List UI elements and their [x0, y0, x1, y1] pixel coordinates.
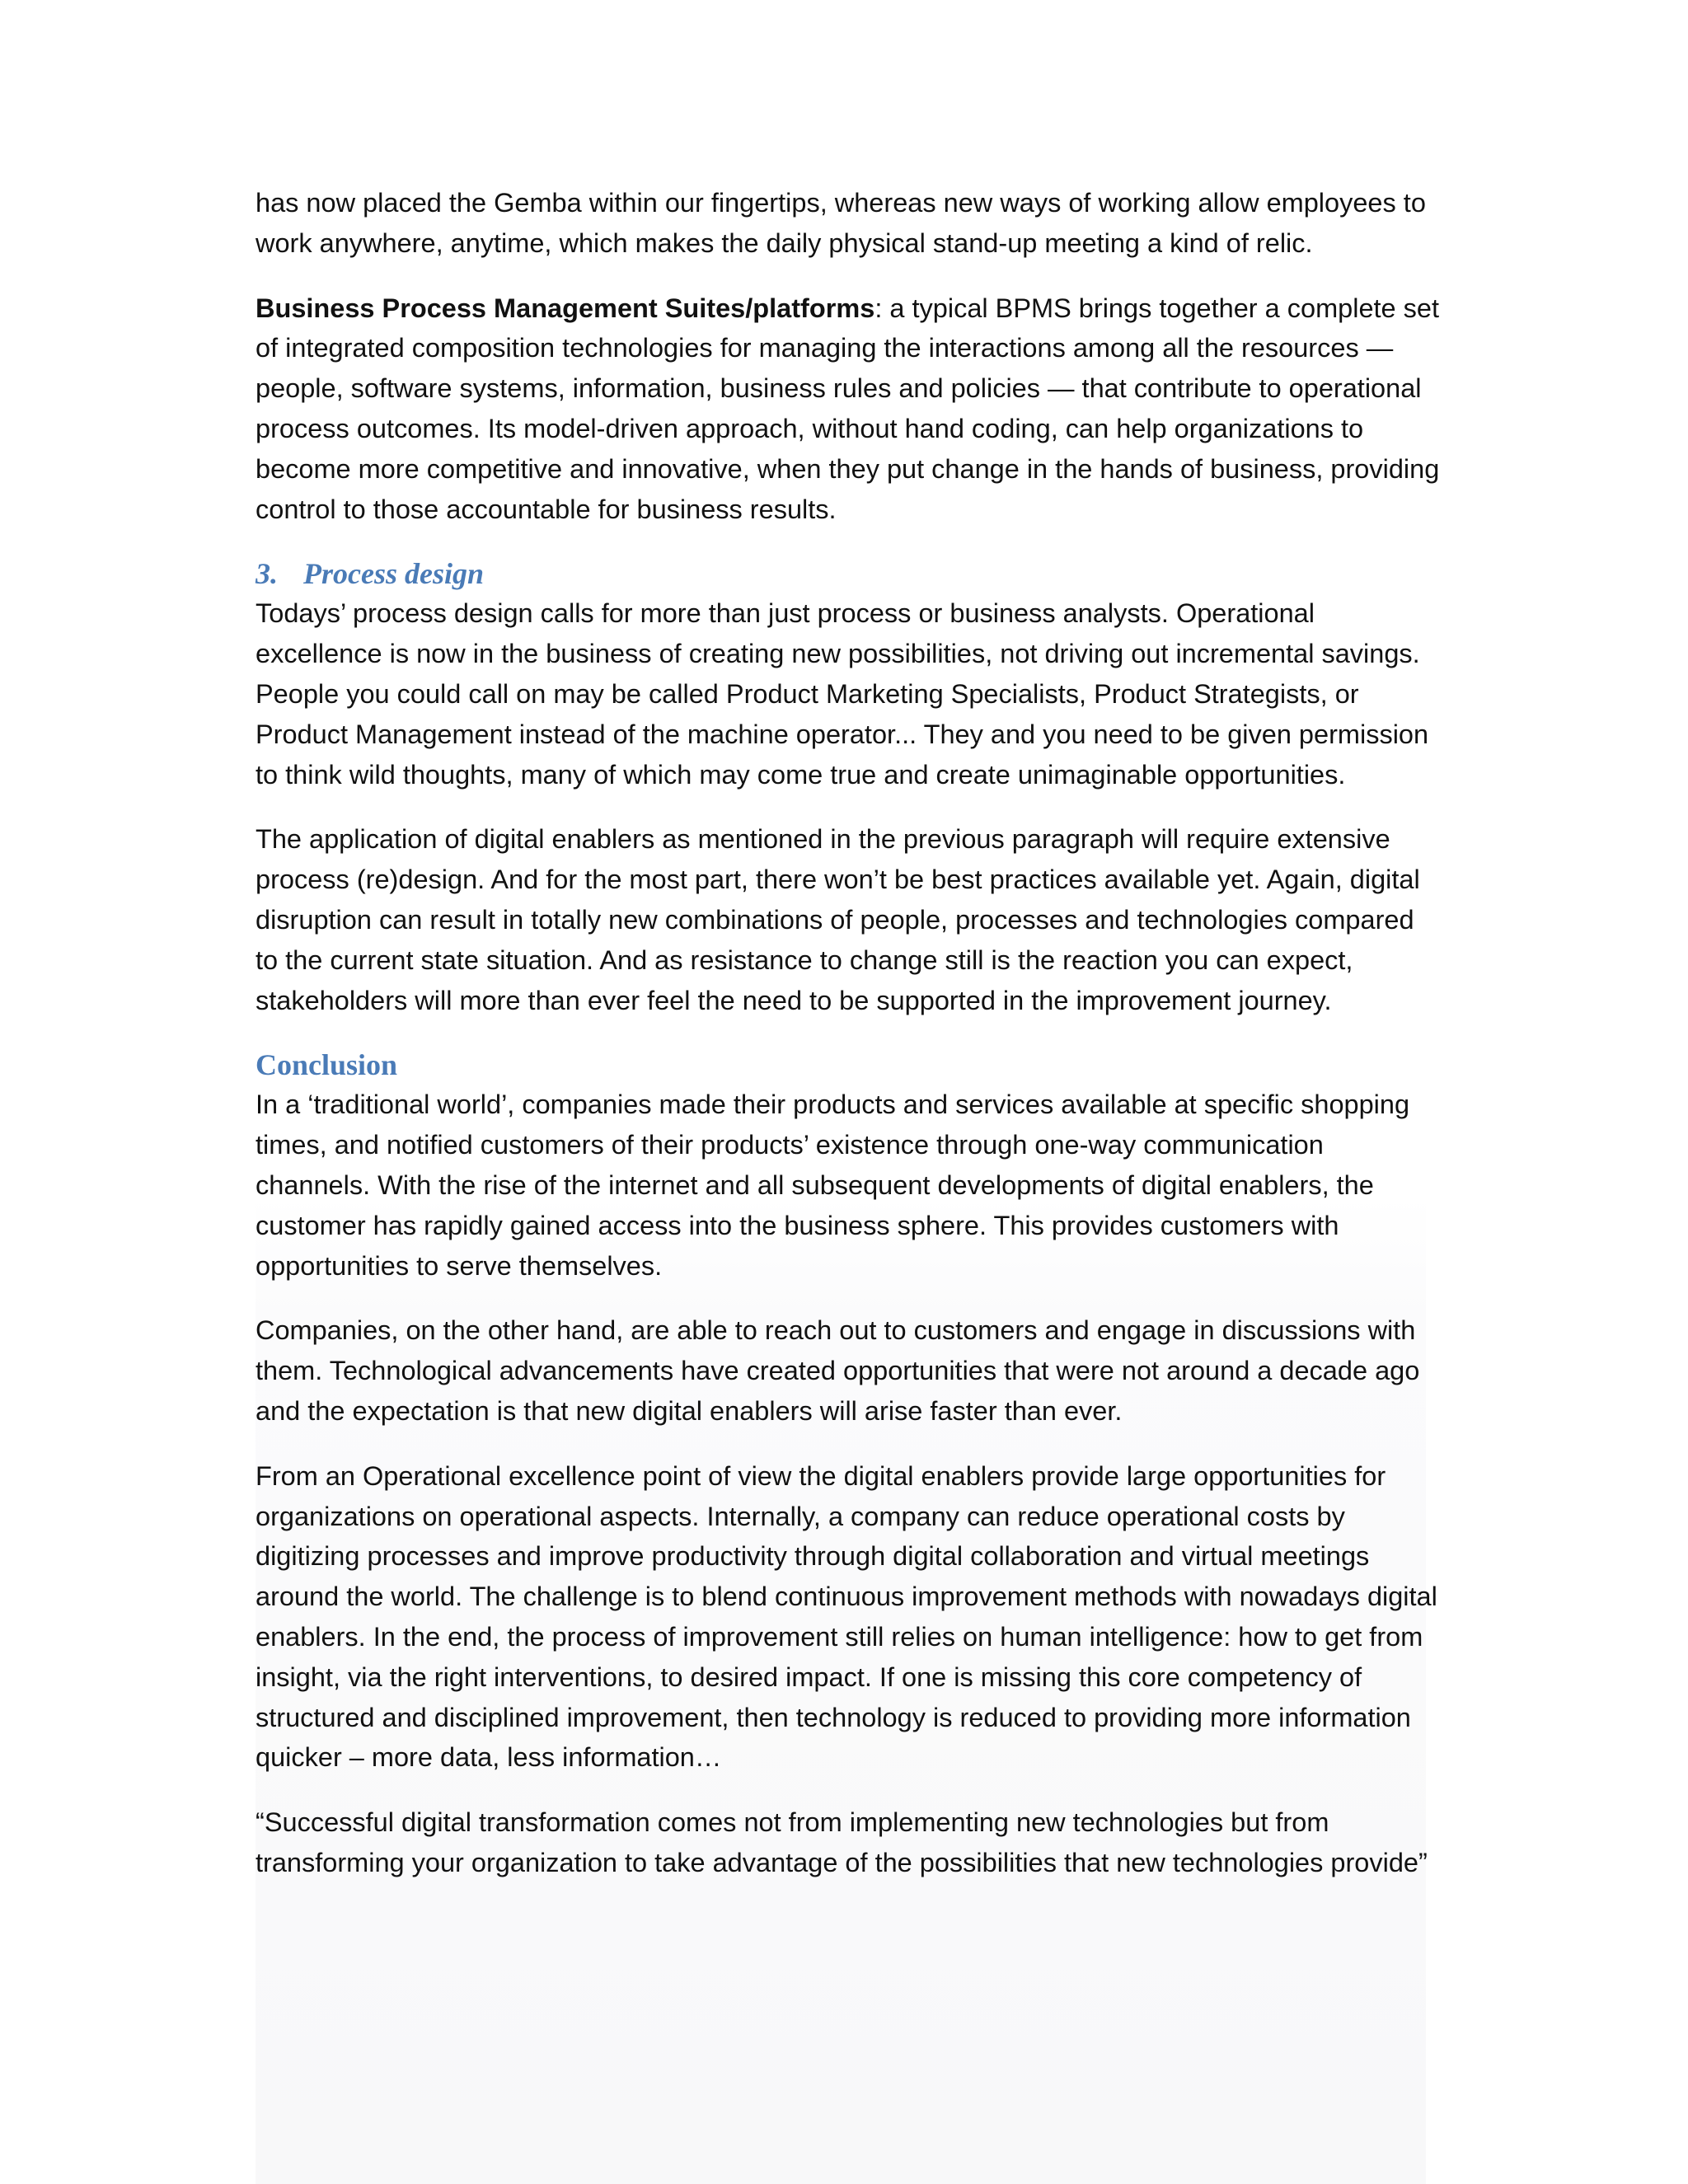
paragraph-quote: “Successful digital transformation comes not from implementing new technologies but from transforming your organization to take advantage of the possibilities that new technologies provide”	[256, 1807, 1428, 1877]
paragraph-process-design-2: The application of digital enablers as mentioned in the previous paragraph will require extensive process (re)design. And for the most part, there won’t be best practices available yet. Again, digital disruption can result in totally new combinations of people, processes and technologies compared to the current state situation. And as resistance to change still is the reaction you can expect, stakeholders will more than ever feel the need to be supported in the improvement journey.	[256, 824, 1420, 1015]
paragraph-conclusion-3: From an Operational excellence point of view the digital enablers provide large opportunities for organizations on operational aspects. Internally, a company can reduce operational costs by digitizing processes and improve productivity through digital collaboration and virtual meetings around the world. The challenge is to blend continuous improvement methods with nowadays digital enablers. In the end, the process of improvement still relies on human intelligence: how to get from insight, via the right interventions, to desired impact. If one is missing this core competency of structured and disciplined improvement, then technology is reduced to providing more information quicker – more data, less information…	[256, 1460, 1437, 1773]
section-heading-conclusion: Conclusion	[256, 1048, 398, 1082]
section-number: 3.	[256, 557, 278, 591]
paragraph-conclusion-2: Companies, on the other hand, are able to reach out to customers and engage in discussions with them. Technological advancements have created opportunities that were not around a decade ago and the expectation is that new digital enablers will arise faster than ever.	[256, 1315, 1420, 1426]
paragraph-intro-continued: has now placed the Gemba within our fingertips, whereas new ways of working allow employees to work anywhere, anytime, which makes the daily physical stand-up meeting a kind of relic.	[256, 188, 1426, 258]
paragraph-process-design-1: Todays’ process design calls for more than just process or business analysts. Operational excellence is now in the business of creating new possibilities, not driving out incremental savings. People you could call on may be called Product Marketing Specialists, Product Strategists, or Product Management instead of the machine operator... They and you need to be given permission to think wild thoughts, many of which may come true and create unimaginable opportunities.	[256, 598, 1429, 790]
section-title: Process design	[303, 557, 484, 591]
paragraph-conclusion-1: In a ‘traditional world’, companies made their products and services available at specific shopping times, and notified customers of their products’ existence through one-way communication channels. With the rise of the internet and all subsequent developments of digital enablers, the customer has rapidly gained access into the business sphere. This provides customers with opportunities to serve themselves.	[256, 1090, 1410, 1281]
section-heading-process-design	[256, 554, 1442, 593]
document-body	[256, 183, 1442, 1908]
bpms-term: Business Process Management Suites/platforms	[256, 293, 875, 323]
bpms-definition: : a typical BPMS brings together a complete set of integrated composition technologies for managing the interactions among all the resources — people, software systems, information, business rules and policies — that contribute to operational process outcomes. Its model-driven approach, without hand coding, can help organizations to become more competitive and innovative, when they put change in the hands of business, providing control to those accountable for business results.	[256, 293, 1440, 524]
paragraph-bpms	[256, 288, 1442, 530]
